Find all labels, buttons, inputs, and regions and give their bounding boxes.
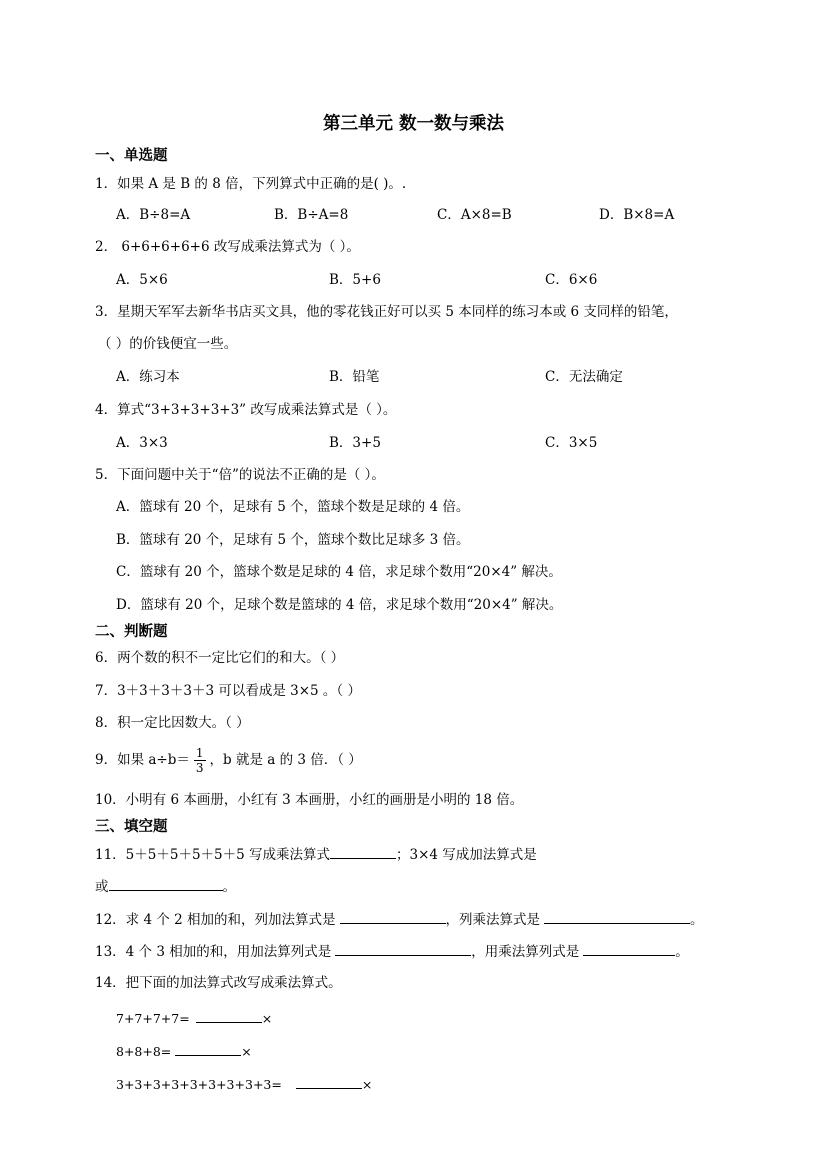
question-1-option-c[interactable]: C．A×8=B [437, 207, 512, 223]
answer-blank-14a[interactable] [196, 1008, 262, 1023]
question-10: 10．小明有 6 本画册，小红有 3 本画册，小红的画册是小明的 18 倍。 [95, 792, 524, 808]
answer-blank-11b[interactable] [109, 876, 223, 891]
answer-blank-13a[interactable] [335, 941, 471, 956]
question-5-option-a[interactable]: A．篮球有 20 个，足球有 5 个，篮球个数是足球的 4 倍。 [116, 499, 470, 515]
answer-blank-14c[interactable] [296, 1074, 362, 1089]
question-13 [95, 941, 689, 962]
page-title: 第三单元 数一数与乘法 [322, 114, 505, 134]
answer-blank-11a[interactable] [330, 844, 396, 859]
question-9-after: ，b 就是 a 的 3 倍．（ ） [209, 752, 362, 768]
answer-blank-13b[interactable] [583, 941, 675, 956]
question-4-option-a[interactable]: A．3×3 [116, 435, 168, 451]
question-5-option-b[interactable]: B．篮球有 20 个，足球有 5 个，篮球个数比足球多 3 倍。 [116, 532, 470, 548]
question-11-line-2-suffix: 。 [222, 879, 236, 895]
section-heading-single-choice: 一、单选题 [95, 147, 168, 164]
answer-blank-12b[interactable] [544, 909, 690, 924]
question-14-row-2 [116, 1041, 252, 1062]
question-3-option-c[interactable]: C．无法确定 [545, 369, 623, 385]
times-sign: × [241, 1044, 252, 1059]
question-1-stem: 1．如果 A 是 B 的 8 倍，下列算式中正确的是( )。. [95, 176, 407, 192]
question-12-part-3: 。 [690, 912, 704, 928]
question-3-stem-line-1: 3．星期天军军去新华书店买文具，他的零花钱正好可以买 5 本同样的练习本或 6 支同样的铅笔， [95, 304, 678, 320]
question-14-row-3 [116, 1074, 372, 1095]
fraction-one-third [194, 746, 206, 775]
question-5-stem: 5．下面问题中关于“倍”的说法不正确的是（ ）。 [95, 467, 385, 483]
question-2-stem: 2． 6+6+6+6+6 改写成乘法算式为（ ）。 [95, 239, 360, 255]
question-9 [95, 745, 362, 775]
question-14-row-2-expr: 8+8+8= [116, 1044, 172, 1059]
answer-blank-12a[interactable] [340, 909, 446, 924]
question-14-stem: 14．把下面的加法算式改写成乘法算式。 [95, 975, 342, 991]
question-7: 7．3＋3＋3＋3＋3 可以看成是 3×5 。（ ） [95, 683, 361, 699]
question-1-option-b[interactable]: B．B÷A=8 [274, 207, 349, 223]
question-11-line-2-prefix: 或 [95, 879, 109, 895]
question-12-part-2: ，列乘法算式是 [445, 912, 541, 928]
question-11-line-1 [95, 844, 537, 865]
question-8: 8．积一定比因数大。（ ） [95, 715, 250, 731]
question-14-row-1 [116, 1008, 272, 1029]
section-heading-true-false: 二、判断题 [95, 623, 168, 640]
question-6: 6．两个数的积不一定比它们的和大。（ ） [95, 650, 345, 666]
question-11-part-1: 11．5＋5＋5＋5＋5＋5 写成乘法算式 [95, 847, 331, 863]
question-5-option-c[interactable]: C．篮球有 20 个，篮球个数是足球的 4 倍，求足球个数用“20×4” 解决。 [116, 564, 562, 580]
question-4-option-c[interactable]: C．3×5 [545, 435, 598, 451]
question-12 [95, 909, 704, 930]
times-sign: × [361, 1077, 373, 1092]
answer-blank-14b[interactable] [175, 1041, 241, 1056]
question-14-row-1-expr: 7+7+7+7= [116, 1011, 190, 1026]
question-4-option-b[interactable]: B．3+5 [329, 435, 381, 451]
question-9-before: 9．如果 a÷b＝ [95, 752, 190, 768]
question-11-line-2 [95, 876, 236, 897]
fraction-denominator: 3 [195, 761, 204, 775]
question-3-option-a[interactable]: A．练习本 [116, 369, 180, 385]
times-sign: × [261, 1011, 273, 1026]
question-13-part-1: 13．4 个 3 相加的和，用加法算列式是 [95, 944, 332, 960]
question-3-stem-line-2: （ ）的价钱便宜一些。 [98, 336, 238, 352]
question-3-option-b[interactable]: B．铅笔 [329, 369, 380, 385]
section-heading-fill-blank: 三、填空题 [95, 818, 168, 835]
question-2-option-c[interactable]: C．6×6 [545, 272, 598, 288]
question-4-stem: 4．算式“3+3+3+3+3” 改写成乘法算式是（ ）。 [95, 402, 397, 418]
question-14-row-3-expr: 3+3+3+3+3+3+3+3+3= [116, 1077, 282, 1092]
question-11-part-2: ；3×4 写成加法算式是 [396, 847, 537, 863]
question-1-option-d[interactable]: D．B×8=A [599, 207, 675, 223]
question-1-option-a[interactable]: A．B÷8=A [116, 207, 191, 223]
question-2-option-a[interactable]: A．5×6 [116, 272, 168, 288]
question-13-part-2: ，用乘法算列式是 [471, 944, 580, 960]
question-12-part-1: 12．求 4 个 2 相加的和，列加法算式是 [95, 912, 336, 928]
question-2-option-b[interactable]: B．5+6 [329, 272, 381, 288]
fraction-numerator: 1 [195, 746, 204, 760]
question-5-option-d[interactable]: D．篮球有 20 个，足球个数是篮球的 4 倍，求足球个数用“20×4” 解决。 [116, 597, 563, 613]
question-13-part-3: 。 [675, 944, 689, 960]
